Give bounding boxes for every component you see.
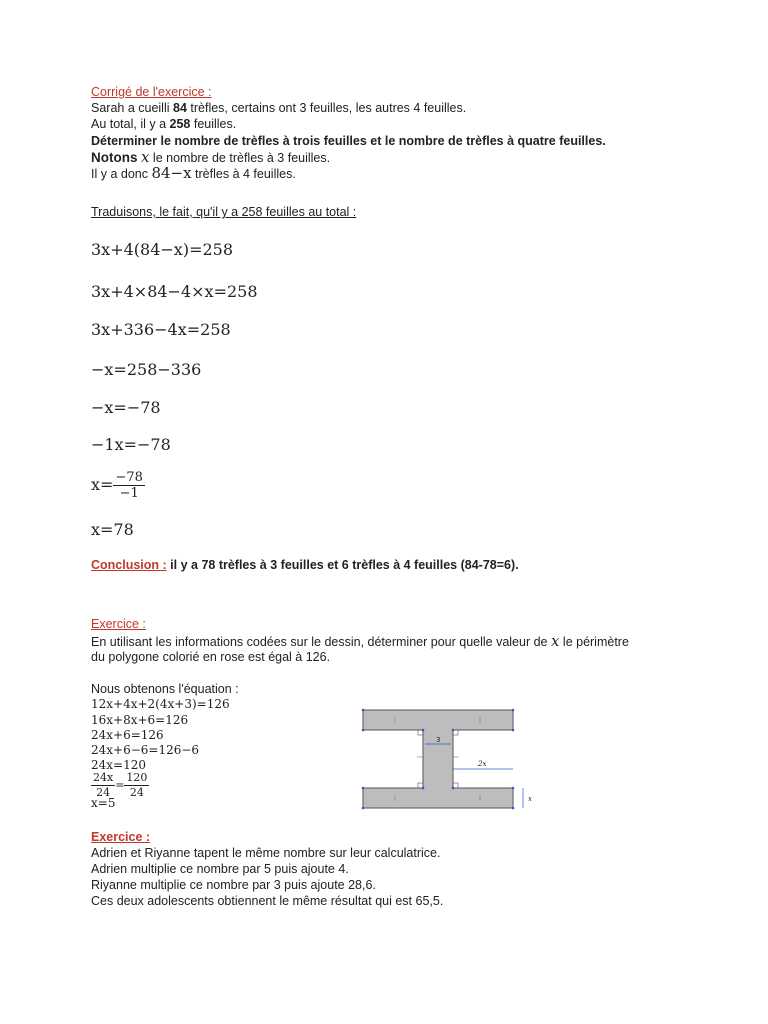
label-3: 3 (436, 736, 441, 744)
text-line: Sarah a cueilli 84 trèfles, certains ont 3 feuilles, les autres 4 feuilles. (91, 101, 467, 115)
text-line: En utilisant les informations codées sur le dessin, déterminer pour quelle valeur de x le périmètre (91, 632, 629, 650)
text-line: Ces deux adolescents obtiennent le même résultat qui est 65,5. (91, 894, 444, 908)
conclusion-line: Conclusion : il y a 78 trèfles à 3 feuilles et 6 trèfles à 4 feuilles (84-78=6). (91, 558, 519, 572)
equation-line: −x=258−336 (91, 360, 202, 379)
equation-line: −1x=−78 (91, 435, 171, 454)
equation-line: 3x+4(84−x)=258 (91, 240, 234, 259)
h-shape-diagram (355, 700, 540, 818)
equation-line: x=78 (91, 520, 134, 539)
equation-step: 24x+6−6=126−6 (91, 743, 200, 757)
h-polygon (363, 710, 513, 808)
text-line: Adrien et Riyanne tapent le même nombre sur leur calculatrice. (91, 846, 441, 860)
equation-line: −x=−78 (91, 398, 161, 417)
text-line: Notons x le nombre de trèfles à 3 feuilles. (91, 148, 331, 166)
exercice-title: Exercice : (91, 617, 146, 631)
equation-line: 3x+336−4x=258 (91, 320, 231, 339)
equation-step: 24x+6=126 (91, 728, 164, 742)
text-line: Au total, il y a 258 feuilles. (91, 117, 237, 131)
label-x: x (528, 795, 532, 803)
equation-step: 24x=120 (91, 758, 146, 772)
fraction-step: $\frac{24x}{24}$ = $\frac{120}{24}$ (93, 771, 148, 799)
equation-step: 16x+8x+6=126 (91, 713, 189, 727)
equation-step: x=5 (91, 796, 116, 810)
question-line: Déterminer le nombre de trèfles à trois feuilles et le nombre de trèfles à quatre feuilles. (91, 134, 606, 148)
equation-step: 12x+4x+2(4x+3)=126 (91, 697, 230, 711)
text-line: Riyanne multiplie ce nombre par 3 puis ajoute 28,6. (91, 878, 376, 892)
text-line: Nous obtenons l'équation : (91, 682, 239, 696)
exercice-title: Exercice : (91, 830, 151, 844)
traduisons-line: Traduisons, le fait, qu'il y a 258 feuilles au total : (91, 205, 357, 219)
text-line: Adrien multiplie ce nombre par 5 puis ajoute 4. (91, 862, 349, 876)
equation-line: 3x+4×84−4×x=258 (91, 282, 258, 301)
text-line: du polygone colorié en rose est égal à 126. (91, 650, 331, 664)
corrige-title: Corrigé de l'exercice : (91, 85, 212, 99)
fraction-equation: x= $\frac{-78}{-1}$ (91, 470, 143, 501)
text-line: Il y a donc 84−x trèfles à 4 feuilles. (91, 164, 296, 182)
label-2x: 2x (478, 760, 487, 768)
